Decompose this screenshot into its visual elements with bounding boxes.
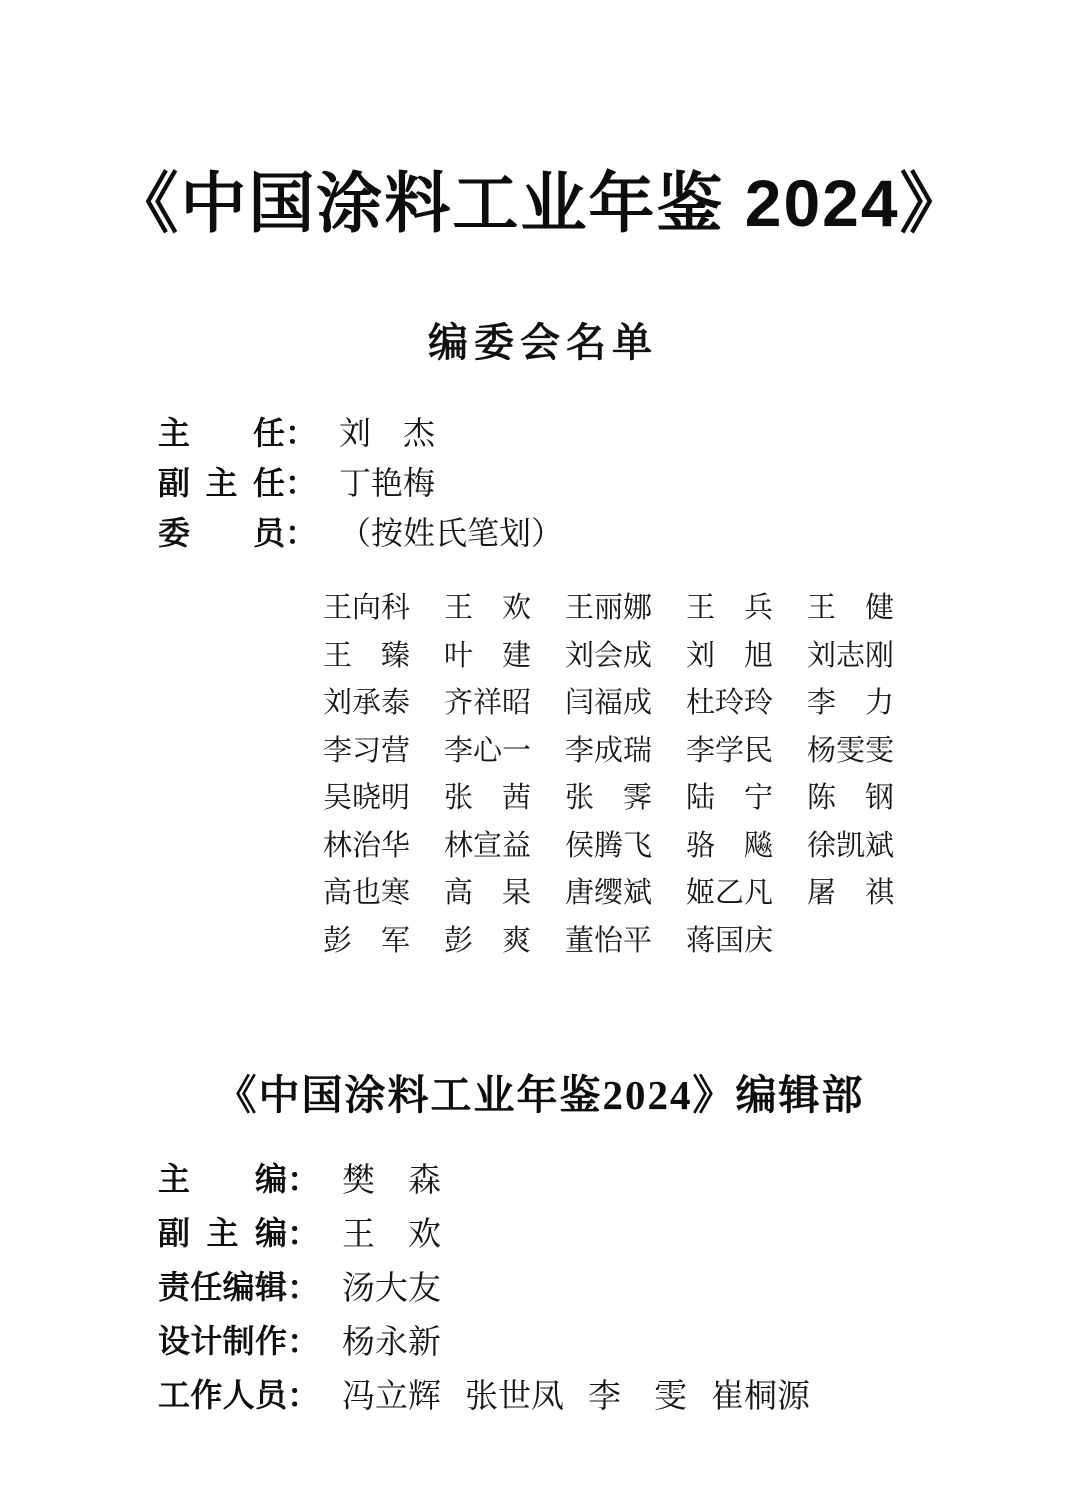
member-name: 张 霁: [565, 782, 653, 814]
colon: ：: [287, 1270, 320, 1307]
member-name: 杜玲玲: [686, 687, 774, 719]
member-name: 彭 爽: [444, 924, 532, 957]
colon: ：: [285, 415, 318, 451]
role-row-members-note: [158, 506, 563, 556]
member-name: 王 欢: [444, 592, 532, 624]
member-name: 林治华: [323, 829, 411, 862]
staff-name: 张世凤: [465, 1378, 564, 1415]
role-value: 王 欢: [342, 1216, 441, 1253]
member-name: 屠 祺: [807, 877, 895, 909]
member-name: 王 臻: [323, 639, 411, 672]
role-value: 樊 森: [342, 1162, 441, 1199]
member-name: 刘 旭: [686, 639, 774, 672]
role-label: 责任编辑: [158, 1269, 287, 1305]
member-name: 李成瑞: [565, 734, 653, 767]
member-name: 吴晓明: [323, 782, 411, 814]
member-name: 王丽娜: [565, 592, 653, 624]
role-label: 设计制作: [158, 1323, 287, 1359]
role-label: 工作人员: [158, 1377, 287, 1413]
member-name: 李 力: [807, 687, 895, 719]
page-title: 《中国涂料工业年鉴 2024》: [112, 166, 968, 240]
role-label: 副主任: [158, 465, 285, 501]
role-row-staff: [158, 1366, 810, 1420]
member-name: 姬乙凡: [686, 877, 774, 909]
member-name: 王 兵: [686, 592, 774, 624]
role-label: 主 任: [158, 415, 285, 451]
member-name: 王向科: [323, 592, 411, 624]
staff-name: 崔桐源: [711, 1378, 810, 1415]
member-name: 王 健: [807, 592, 895, 624]
staff-name-list: [342, 1370, 810, 1417]
role-label: 委 员: [158, 515, 285, 551]
role-row-design-production: [158, 1312, 810, 1366]
editorial-dept-roles: [158, 1150, 810, 1420]
role-row-deputy-chief-editor: [158, 1204, 810, 1258]
role-row-responsible-editor: [158, 1258, 810, 1312]
committee-list-heading: 编委会名单: [428, 320, 658, 365]
role-value: 丁艳梅: [339, 465, 436, 501]
member-name: 董怡平: [565, 924, 653, 957]
editorial-dept-heading: 《中国涂料工业年鉴2024》编辑部: [215, 1072, 865, 1118]
member-name: 高也寒: [323, 877, 411, 909]
colon: ：: [285, 515, 318, 551]
role-value: 杨永新: [342, 1324, 441, 1361]
committee-roles: [158, 406, 563, 556]
colon: ：: [287, 1216, 320, 1253]
role-value: 刘 杰: [339, 415, 436, 451]
member-name: 刘会成: [565, 639, 653, 672]
member-name: 侯腾飞: [565, 829, 653, 862]
member-name: 刘承泰: [323, 687, 411, 719]
colon: ：: [287, 1324, 320, 1361]
member-name: 彭 军: [323, 924, 411, 957]
colon: ：: [287, 1378, 320, 1415]
member-name: 徐凯斌: [807, 829, 895, 862]
member-name: 李习营: [323, 734, 411, 767]
committee-members-grid: [323, 585, 894, 965]
member-name: 杨雯雯: [807, 734, 895, 767]
member-name: 李心一: [444, 734, 532, 767]
member-name: 高 杲: [444, 877, 532, 909]
role-label: 副主编: [158, 1215, 287, 1251]
colon: ：: [285, 465, 318, 501]
member-name: 蒋国庆: [686, 924, 774, 957]
member-name: 刘志刚: [807, 639, 895, 672]
role-label: 主 编: [158, 1161, 287, 1197]
role-row-chief-editor: [158, 1150, 810, 1204]
member-name: 骆 飚: [686, 829, 774, 862]
role-value: （按姓氏笔划）: [339, 515, 564, 551]
member-name: 叶 建: [444, 639, 532, 672]
member-name: 陆 宁: [686, 782, 774, 814]
member-name: 陈 钢: [807, 782, 895, 814]
member-name: 李学民: [686, 734, 774, 767]
member-name: 林宣益: [444, 829, 532, 862]
role-row-director: [158, 406, 563, 456]
staff-name: 冯立辉: [342, 1378, 441, 1415]
member-name: 张 茜: [444, 782, 532, 814]
member-name: 闫福成: [565, 687, 653, 719]
colon: ：: [287, 1162, 320, 1199]
member-name: 齐祥昭: [444, 687, 532, 719]
role-row-deputy-director: [158, 456, 563, 506]
staff-name: 李 雯: [588, 1378, 687, 1415]
role-value: 汤大友: [342, 1270, 441, 1307]
member-name: 唐缨斌: [565, 877, 653, 909]
